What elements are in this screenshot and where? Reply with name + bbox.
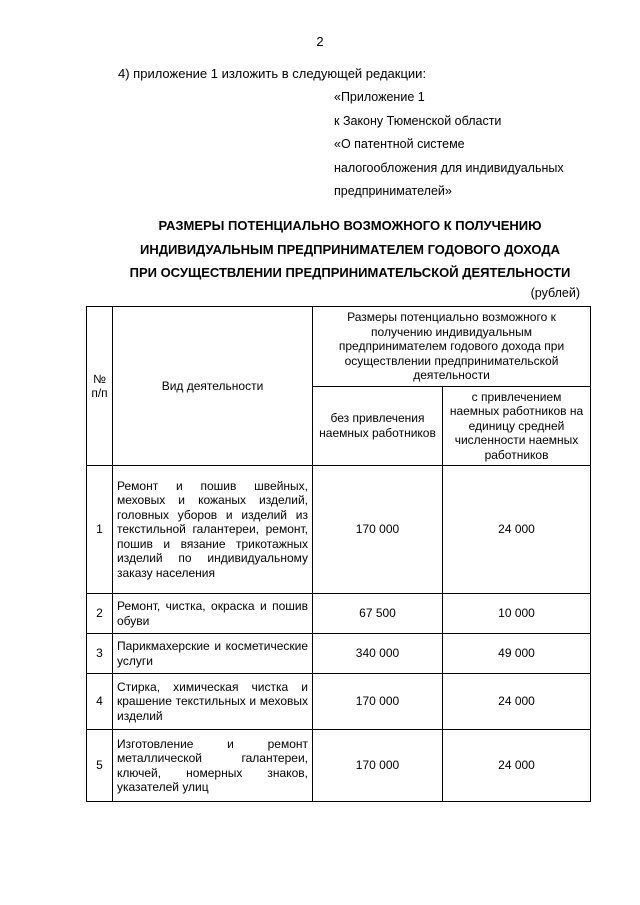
header-income-group: Размеры потенциально возможного к получению индивидуальным предпринимателем годового дохода при осуществлении предпринимательской деятельности [313, 307, 591, 387]
annex-line: предпринимателей» [334, 184, 452, 198]
row-without-workers: 340 000 [313, 634, 443, 674]
header-activity: Вид деятельности [113, 307, 313, 466]
row-activity: Стирка, химическая чистка и крашение текстильных и меховых изделий [113, 674, 313, 730]
row-without-workers: 170 000 [313, 466, 443, 594]
row-with-workers: 24 000 [443, 466, 591, 594]
title-line: РАЗМЕРЫ ПОТЕНЦИАЛЬНО ВОЗМОЖНОГО К ПОЛУЧЕНИЮ [158, 218, 542, 233]
header-without-workers: без привлечения наемных работников [313, 386, 443, 466]
annex-line: налогообложения для индивидуальных [334, 160, 564, 175]
currency-note: (рублей) [530, 286, 580, 300]
row-activity: Парикмахерские и косметические услуги [113, 634, 313, 674]
row-with-workers: 24 000 [443, 674, 591, 730]
header-number: № п/п [87, 307, 113, 466]
table-row [87, 466, 591, 594]
row-number: 2 [87, 594, 113, 634]
intro-paragraph: 4) приложение 1 изложить в следующей редакции: [118, 66, 427, 81]
table-row [87, 730, 591, 802]
title-line: ИНДИВИДУАЛЬНЫМ ПРЕДПРИНИМАТЕЛЕМ ГОДОВОГО ДОХОДА [139, 241, 561, 257]
row-number: 1 [87, 466, 113, 594]
row-with-workers: 24 000 [443, 730, 591, 802]
row-activity: Изготовление и ремонт металлической галантереи, ключей, номерных знаков, указателей улиц [113, 730, 313, 802]
table-row [87, 594, 591, 634]
annex-line: «О патентной системе [334, 137, 465, 151]
row-without-workers: 67 500 [313, 594, 443, 634]
header-with-workers: с привлечением наемных работников на единицу средней численности наемных работников [443, 386, 591, 466]
table-row [87, 634, 591, 674]
annex-line: «Приложение 1 [334, 90, 425, 104]
table-row [87, 674, 591, 730]
annex-line: к Закону Тюменской области [334, 113, 502, 128]
row-number: 5 [87, 730, 113, 802]
row-without-workers: 170 000 [313, 730, 443, 802]
row-with-workers: 49 000 [443, 634, 591, 674]
row-without-workers: 170 000 [313, 674, 443, 730]
row-number: 4 [87, 674, 113, 730]
row-activity: Ремонт и пошив швейных, меховых и кожаных изделий, головных уборов и изделий из текстильной галантереи, ремонт, пошив и вязание трикотажных изделий по индивидуальному заказу населения [113, 466, 313, 594]
document-title [60, 214, 640, 285]
income-table [86, 306, 591, 802]
row-activity: Ремонт, чистка, окраска и пошив обуви [113, 594, 313, 634]
row-with-workers: 10 000 [443, 594, 591, 634]
title-line: ПРИ ОСУЩЕСТВЛЕНИИ ПРЕДПРИНИМАТЕЛЬСКОЙ ДЕЯТЕЛЬНОСТИ [129, 265, 571, 280]
row-number: 3 [87, 634, 113, 674]
annex-reference [334, 86, 564, 204]
page-number: 2 [316, 34, 324, 49]
